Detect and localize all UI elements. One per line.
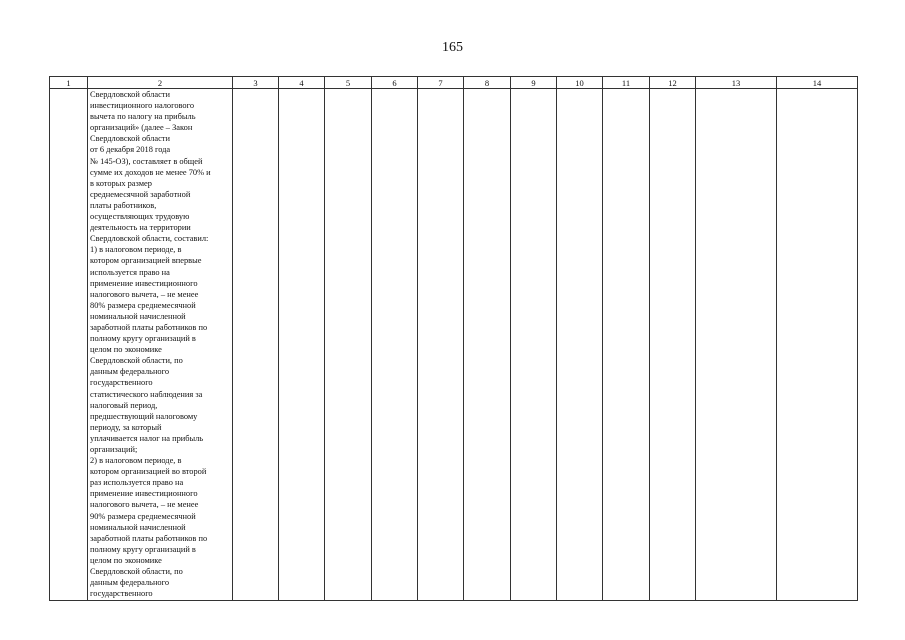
page-number: 165 xyxy=(442,40,463,55)
cell-col-14 xyxy=(777,89,858,601)
column-header-8: 8 xyxy=(464,77,511,89)
column-header-9: 9 xyxy=(511,77,557,89)
cell-col-3 xyxy=(233,89,279,601)
cell-col-11 xyxy=(603,89,650,601)
cell-col-10 xyxy=(557,89,603,601)
cell-col-1 xyxy=(50,89,88,601)
column-number-row xyxy=(50,77,858,89)
cell-text-col-1 xyxy=(50,89,87,600)
column-header-5: 5 xyxy=(325,77,372,89)
data-table xyxy=(49,76,858,601)
column-header-12: 12 xyxy=(650,77,696,89)
column-header-10: 10 xyxy=(557,77,603,89)
column-header-1: 1 xyxy=(50,77,88,89)
cell-col-8 xyxy=(464,89,511,601)
cell-col-13 xyxy=(696,89,777,601)
column-header-4: 4 xyxy=(279,77,325,89)
cell-col-6 xyxy=(372,89,418,601)
cell-col-2 xyxy=(88,89,233,601)
cell-col-7 xyxy=(418,89,464,601)
column-header-7: 7 xyxy=(418,77,464,89)
cell-col-12 xyxy=(650,89,696,601)
column-header-14: 14 xyxy=(777,77,858,89)
cell-text-col-2: Свердловской области инвестиционного налогового вычета по налогу на прибыль организаций» (далее – Закон Свердловской области от 6 декабря 2018 года № 145-ОЗ), составляет в общей сумме их доходов не менее 70% и в которых размер среднемесячной заработной платы работников, осуществляющих трудовую деятельность на территории Свердловской области, составил: 1) в налоговом периоде, в котором организацией впервые используется право на применение инвестиционного налогового вычета, – не менее 80% размера среднемесячной номинальной начисленной заработной платы работников по полному кругу организаций в целом по экономике Свердловской области, по данным федерального государственного статистического наблюдения за налоговый период, предшествующий налоговому периоду, за который уплачивается налог на прибыль организаций; 2) в налоговом периоде, в котором организацией во второй раз используется право на применение инвестиционного налогового вычета, – не менее 90% размера среднемесячной номинальной начисленной заработной платы работников по полному кругу организаций в целом по экономике Свердловской области, по данным федерального государственного xyxy=(90,90,211,599)
cell-col-5 xyxy=(325,89,372,601)
column-header-6: 6 xyxy=(372,77,418,89)
column-header-3: 3 xyxy=(233,77,279,89)
cell-col-4 xyxy=(279,89,325,601)
column-header-13: 13 xyxy=(696,77,777,89)
column-header-11: 11 xyxy=(603,77,650,89)
column-header-2: 2 xyxy=(88,77,233,89)
table-row xyxy=(50,89,858,601)
cell-col-9 xyxy=(511,89,557,601)
